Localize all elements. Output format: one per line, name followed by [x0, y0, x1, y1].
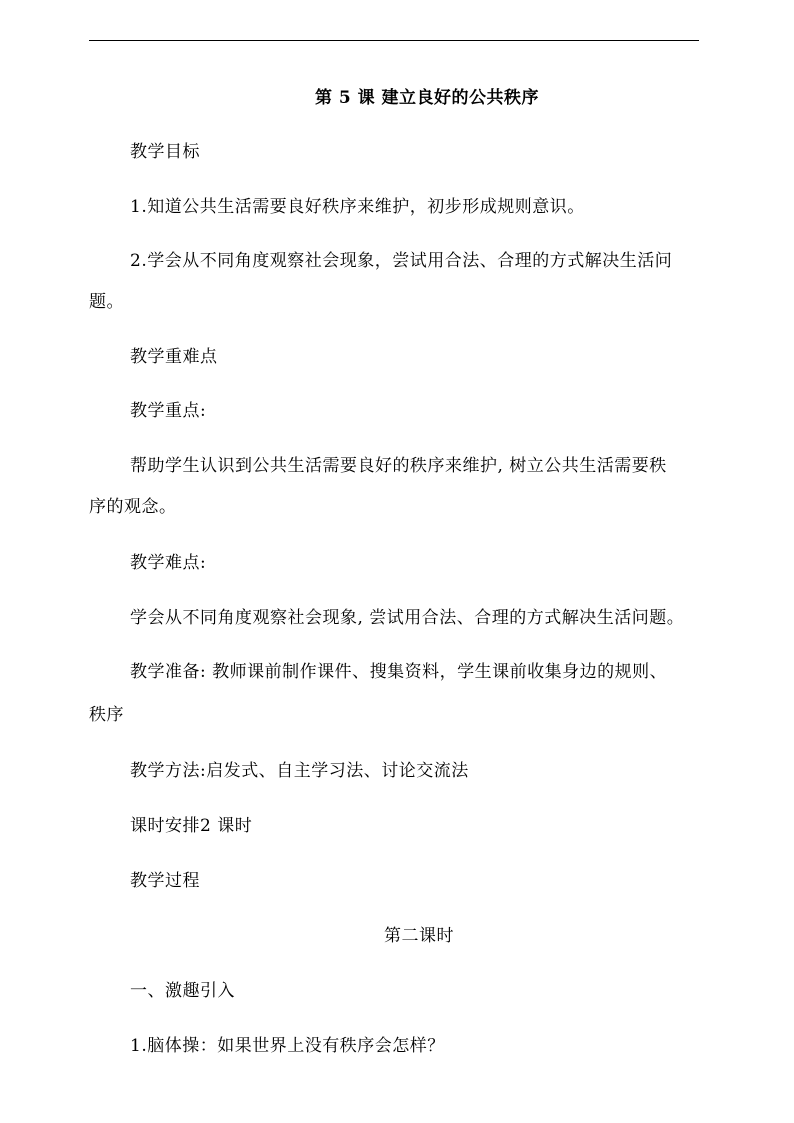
goal-1: 1.知道公共生活需要良好秩序来维护，初步形成规则意识。 — [130, 197, 585, 217]
item-1: 1.脑体操：如果世界上没有秩序会怎样？ — [130, 1036, 445, 1056]
key-point-line-2: 序的观念。 — [89, 497, 177, 517]
header-rule — [89, 40, 699, 41]
preparation-line-1: 教学准备: 教师课前制作课件、搜集资料，学生课前收集身边的规则、 — [130, 662, 668, 682]
lesson-label: 第二课时 — [384, 926, 454, 946]
key-difficult-heading: 教学重难点 — [130, 347, 218, 367]
goals-heading: 教学目标 — [130, 142, 200, 162]
difficult-point-heading: 教学难点: — [130, 553, 207, 573]
schedule: 课时安排2 课时 — [130, 816, 253, 836]
process-heading: 教学过程 — [130, 871, 200, 891]
goal-2-line-2: 题。 — [89, 292, 124, 312]
key-point-line-1: 帮助学生认识到公共生活需要良好的秩序来维护, 树立公共生活需要秩 — [130, 456, 667, 476]
goal-2-line-1: 2.学会从不同角度观察社会现象，尝试用合法、合理的方式解决生活问 — [130, 251, 673, 271]
difficult-point-text: 学会从不同角度观察社会现象, 尝试用合法、合理的方式解决生活问题。 — [130, 608, 685, 628]
key-point-heading: 教学重点: — [130, 401, 207, 421]
lesson-title: 第 5 课 建立良好的公共秩序 — [314, 88, 540, 108]
teaching-method: 教学方法:启发式、自主学习法、讨论交流法 — [130, 761, 469, 781]
preparation-line-2: 秩序 — [89, 705, 124, 725]
section-1-heading: 一、激趣引入 — [130, 981, 235, 1001]
